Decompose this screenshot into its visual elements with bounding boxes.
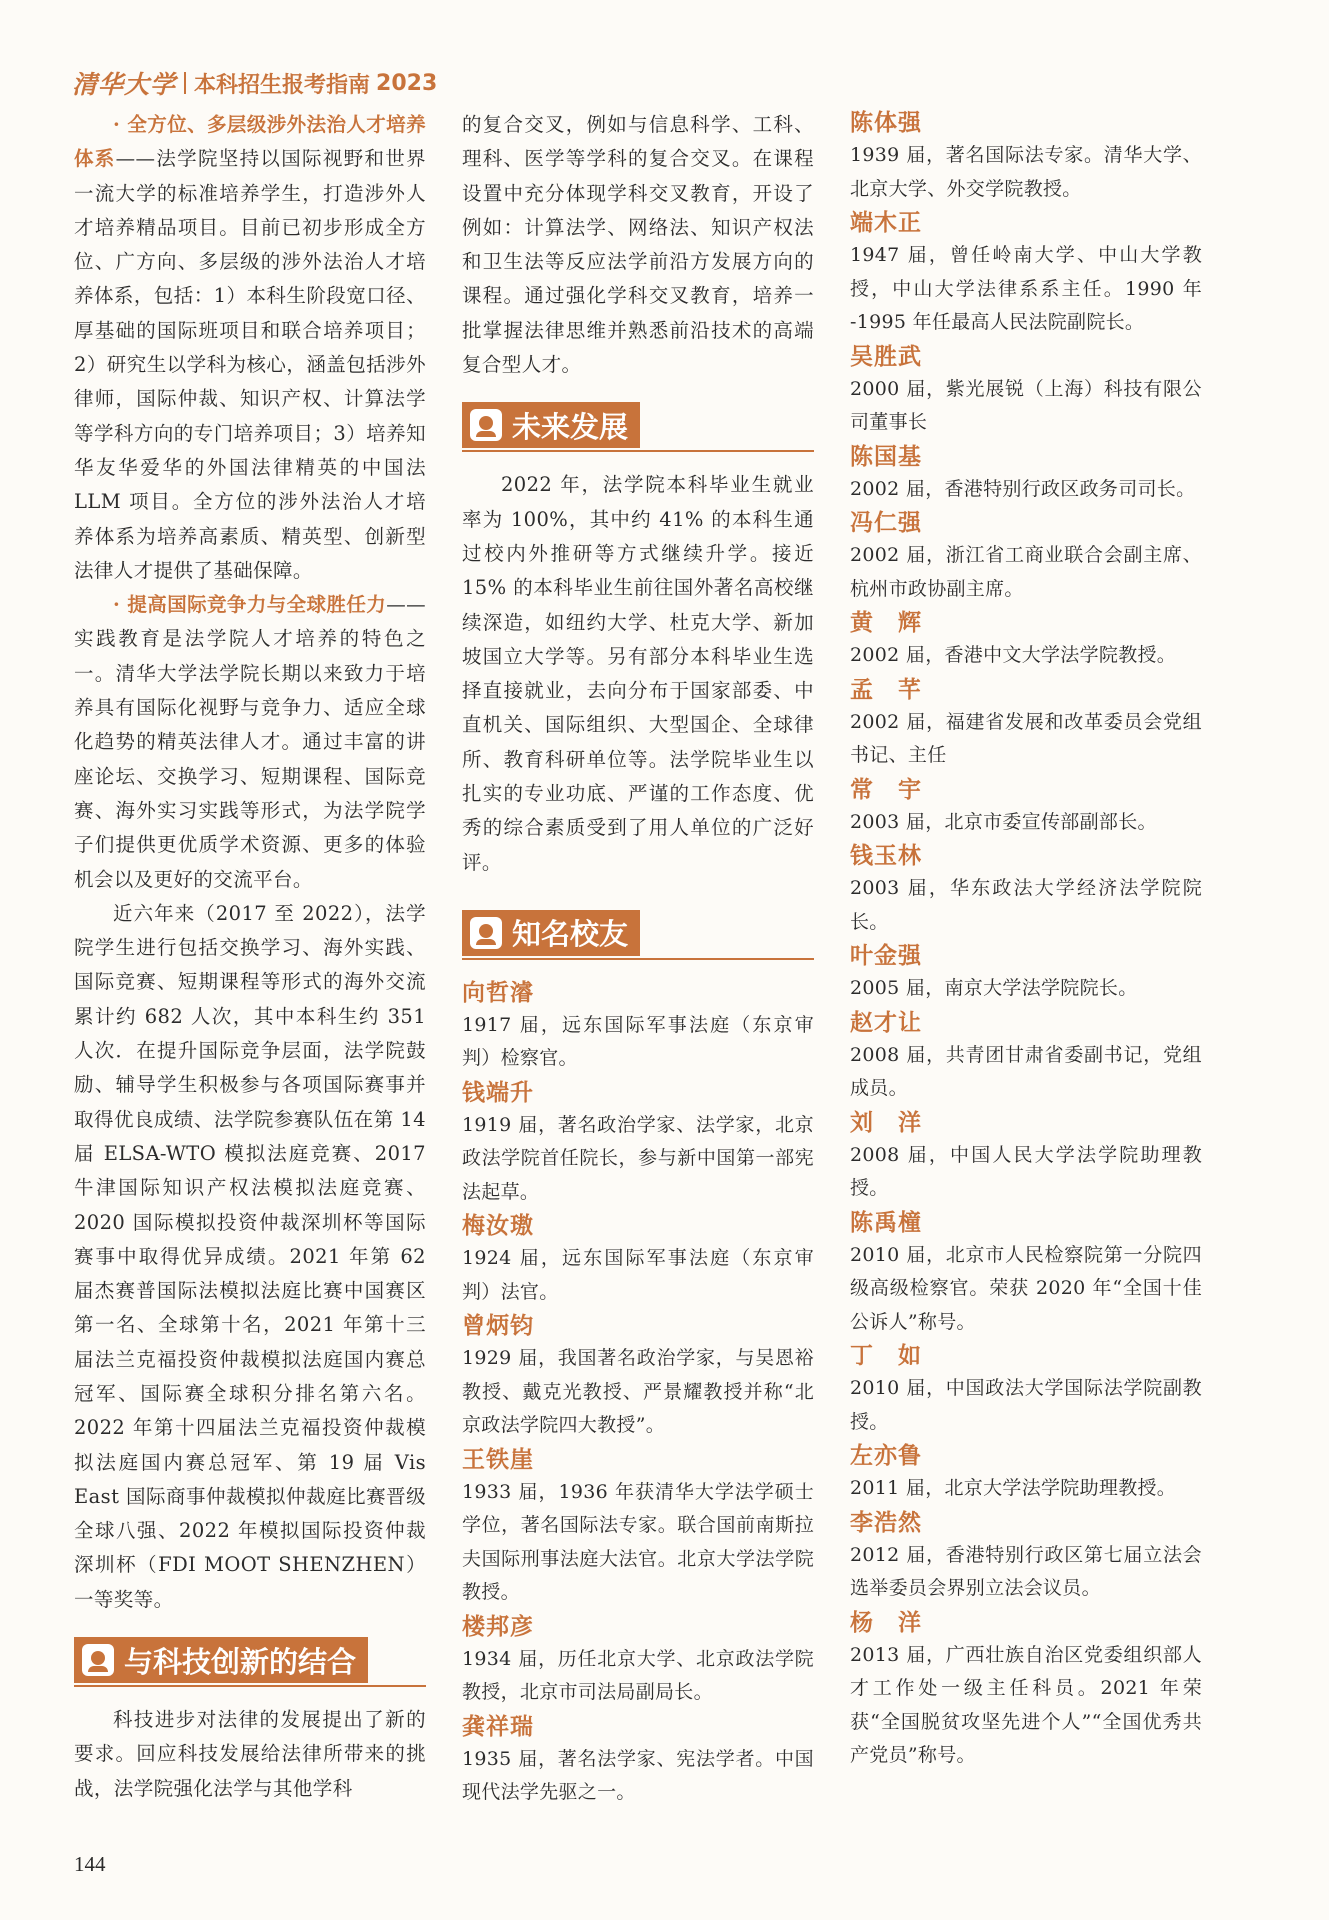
page-number: 144 [74,1852,106,1876]
alumni-name: 刘 洋 [850,1108,922,1136]
alumni-name: 陈体强 [850,109,922,136]
section-heading-tech [74,1637,426,1687]
alumni-description: 2002 届，香港中文大学法学院教授。 [850,644,1177,666]
alumni-description: 2002 届，香港特别行政区政务司司长。 [850,477,1196,500]
paragraph: 2022 年，法学院本科毕业生就业率为 100%，其中约 41% 的本科生通过校内外推研等方式继续升学。接近 15% 的本科毕业生前往国外著名高校继续深造，如纽约大学、杜克大学、新加坡国立大学等。另有部分本科毕业生选择直接就业，去向分布于国家部委、中直机关、国际组织、大型国企、全球律所、教育科研单位等。法学院毕业生以扎实的专业功底、严谨的工作态度、优秀的综合素质受到了用人单位的广泛好评。 [462,473,814,874]
column-3 [850,106,1202,1773]
header-divider [184,72,186,94]
alumni-name: 常 宇 [850,775,922,803]
alumni-description: 2012 届，香港特别行政区第七届立法会选举委员会界别立法会议员。 [850,1543,1202,1599]
alumni-entry [462,1076,814,1210]
bullet-title: · 全方位、多层级涉外法治人才培养体系 [74,113,426,171]
alumni-name: 丁 如 [850,1342,922,1369]
alumni-entry [850,506,1202,606]
alumni-entry [850,1439,1202,1506]
alumni-description: 2003 届，北京市委宣传部副部长。 [850,810,1157,833]
alumni-description: 2005 届，南京大学法学院院长。 [850,977,1138,999]
alumni-name: 钱玉林 [850,842,922,869]
tsinghua-logo: 清华大学 [72,70,177,99]
alumni-entry [850,1106,1202,1206]
alumni-entry [462,1710,814,1810]
section-title: 与科技创新的结合 [124,1644,357,1679]
alumni-entry [462,976,814,1076]
alumni-name: 王铁崖 [462,1445,534,1473]
header-year: 2023 [376,70,438,96]
paragraph: 的复合交叉，例如与信息科学、工科、理科、医学等学科的复合交叉。在课程设置中充分体现学科交叉教育，开设了例如：计算法学、网络法、知识产权法和卫生法等反应法学前沿方发展方向的课程。通过强化学科交叉教育，培养一批掌握法律思维并熟悉前沿技术的高端复合型人才。 [462,113,814,377]
alumni-entry [850,206,1202,340]
alumni-description: 1939 届，著名国际法专家。清华大学、北京大学、外交学院教授。 [850,144,1202,200]
paragraph-body: ——实践教育是法学院人才培养的特色之一。清华大学法学院长期以来致力于培养具有国际化视野与竞争力、适应全球化趋势的精英法律人才。通过丰富的讲座论坛、交换学习、短期课程、国际竞赛、海外实习实践等形式，为法学院学子们提供更优质学术资源、更多的体验机会以及更好的交流平台。 [74,593,426,891]
alumni-description: 1934 届，历任北京大学、北京政法学院教授，北京市司法局副局长。 [462,1647,814,1704]
alumni-name: 黄 辉 [850,609,922,636]
alumni-description: 2010 届，中国政法大学国际法学院副教授。 [850,1377,1202,1433]
paragraph [74,108,426,588]
alumni-name: 梅汝璈 [462,1212,534,1240]
header-title: 本科招生报考指南 [194,72,371,98]
alumni-entry [462,1610,814,1710]
alumni-name: 冯仁强 [850,509,922,536]
alumni-name: 向哲濬 [462,978,534,1006]
alumni-description: 2013 届，广西壮族自治区党委组织部人才工作处一级主任科员。2021 年荣获“全国脱贫攻坚先进个人”“全国优秀共产党员”称号。 [850,1643,1202,1766]
alumni-description: 1929 届，我国著名政治学家，与吴恩裕教授、戴克光教授、严景耀教授并称“北京政法学院四大教授”。 [462,1347,814,1437]
page-header [72,66,437,100]
alumni-entry [850,606,1202,673]
alumni-description: 2003 届，华东政法大学经济法学院院长。 [850,877,1202,933]
alumni-name: 左亦鲁 [850,1442,922,1469]
alumni-name: 陈国基 [850,442,922,470]
alumni-description: 2011 届，北京大学法学院助理教授。 [850,1477,1177,1499]
alumni-description: 2002 届，浙江省工商业联合会副主席、杭州市政协副主席。 [850,544,1202,600]
alumni-description: 1947 届，曾任岭南大学、中山大学教授，中山大学法律系系主任。1990 年 -1995 年任最高人民法院副院长。 [850,244,1202,333]
alumni-entry [462,1443,814,1610]
alumni-name: 曾炳钧 [462,1312,534,1340]
alumni-description: 2008 届，中国人民大学法学院助理教授。 [850,1143,1202,1199]
alumni-entry [850,673,1202,773]
section-title: 知名校友 [512,917,629,952]
alumni-description: 2002 届，福建省发展和改革委员会党组书记、主任 [850,710,1202,766]
alumni-entry [850,1006,1202,1106]
alumni-name: 吴胜武 [850,342,922,370]
alumni-name: 龚祥瑞 [462,1712,534,1740]
paragraph: 近六年来（2017 至 2022），法学院学生进行包括交换学习、海外实践、国际竞赛、短期课程等形式的海外交流累计约 682 人次，其中本科生约 351 人次．在提升国际竞争层面，法学院鼓励、辅导学生积极参与各项国际赛事并取得优良成绩、法学院参赛队伍在第 14 届 ELSA-WTO 模拟法庭竞赛、2017 牛津国际知识产权法模拟法庭竞赛、2020 国际模拟投资仲裁深圳杯等国际赛事中取得优异成绩。2021 年第 62 届杰赛普国际法模拟法庭比赛中国赛区第一名、全球第十名，2021 年第十三届法兰克福投资仲裁模拟法庭国内赛总冠军、国际赛全球积分排名第六名。2022 年第十四届法兰克福投资仲裁模拟法庭国内赛总冠军、第 19 届 Vis East 国际商事仲裁模拟仲裁庭比赛晋级全球八强、2022 年模拟国际投资仲裁深圳杯（FDI MOOT SHENZHEN）一等奖等。 [74,901,426,1611]
alumni-name: 杨 洋 [850,1608,922,1636]
alumni-entry [850,1606,1202,1773]
alumni-entry [850,773,1202,840]
alumni-list [462,976,814,1810]
alumni-description: 2010 届，北京市人民检察院第一分院四级高级检察官。荣获 2020 年“全国十佳公诉人”称号。 [850,1243,1202,1333]
alumni-description: 1917 届，远东国际军事法庭（东京审判）检察官。 [462,1013,814,1070]
alumni-description: 2008 届，共青团甘肃省委副书记，党组成员。 [850,1043,1202,1099]
paragraph [74,588,426,897]
section-title: 未来发展 [512,409,629,444]
alumni-description: 2000 届，紫光展锐（上海）科技有限公司董事长 [850,377,1202,433]
paragraph-body: ——法学院坚持以国际视野和世界一流大学的标准培养学生，打造涉外人才培养精品项目。目前已初步形成全方位、广方向、多层级的涉外法治人才培养体系，包括：1）本科生阶段宽口径、厚基础的国际班项目和联合培养项目；2）研究生以学科为核心，涵盖包括涉外律师，国际仲裁、知识产权、计算法学等学科方向的专门培养项目；3）培养知华友华爱华的外国法律精英的中国法 LLM 项目。全方位的涉外法治人才培养体系为培养高素质、精英型、创新型法律人才提供了基础保障。 [74,147,426,582]
alumni-name: 赵才让 [850,1008,922,1036]
column-2 [462,108,814,1810]
section-person-icon [470,409,502,441]
column-1 [74,108,426,1806]
alumni-name: 钱端升 [462,1078,534,1106]
alumni-name: 陈禹橦 [850,1208,922,1236]
alumni-description: 1924 届，远东国际军事法庭（东京审判）法官。 [462,1247,814,1303]
alumni-entry [850,340,1202,440]
alumni-entry [850,1339,1202,1439]
alumni-name: 楼邦彦 [462,1612,534,1640]
alumni-entry [462,1309,814,1443]
alumni-entry [850,839,1202,939]
bullet-title: · 提高国际竞争力与全球胜任力 [113,593,387,617]
alumni-entry [850,106,1202,206]
alumni-entry [462,1209,814,1309]
section-person-icon [470,917,502,949]
alumni-name: 李浩然 [850,1508,922,1536]
paragraph: 科技进步对法律的发展提出了新的要求。回应科技发展给法律所带来的挑战，法学院强化法学与其他学科 [74,1708,426,1800]
alumni-entry [850,939,1202,1006]
section-person-icon [82,1644,114,1676]
alumni-entry [850,440,1202,507]
alumni-name: 端木正 [850,209,922,236]
alumni-entry [850,1506,1202,1606]
alumni-name: 孟 芊 [850,675,922,703]
alumni-description: 1935 届，著名法学家、宪法学者。中国现代法学先驱之一。 [462,1747,814,1804]
section-heading-alumni [462,910,814,960]
alumni-description: 1933 届，1936 年获清华大学法学硕士学位，著名国际法专家。联合国前南斯拉夫国际刑事法庭大法官。北京大学法学院教授。 [462,1480,814,1604]
alumni-list [850,106,1202,1773]
alumni-name: 叶金强 [850,942,922,969]
section-heading-future [462,402,814,452]
alumni-description: 1919 届，著名政治学家、法学家，北京政法学院首任院长，参与新中国第一部宪法起草。 [462,1113,814,1203]
alumni-entry [850,1206,1202,1340]
